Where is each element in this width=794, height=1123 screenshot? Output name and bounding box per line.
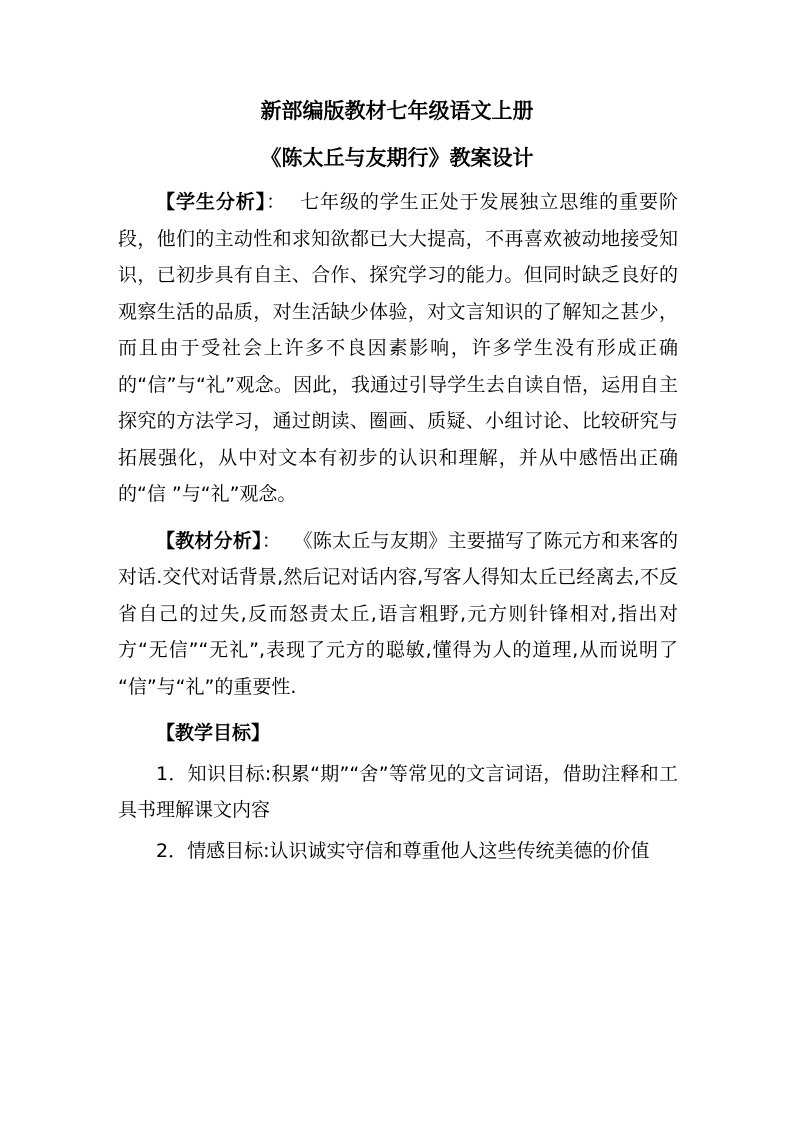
teaching-goal-item	[118, 756, 678, 829]
teaching-goal-item	[118, 833, 678, 870]
textbook-analysis-paragraph	[118, 523, 678, 706]
textbook-analysis-label: 【教材分析】	[156, 529, 262, 552]
textbook-analysis-text: 《陈太丘与友期》主要描写了陈元方和来客的对话.交代对话背景,然后记对话内容,写客人得知太丘已经离去,不反省自己的过失,反而怒责太丘,语言粗野,元方则针锋相对,指出对方“无信”“无礼”,表现了元方的聪敏,懂得为人的道理,从而说明了 “信”与“礼”的重要性.	[118, 529, 678, 698]
document-body	[118, 184, 678, 869]
teaching-goal-number: 1．	[156, 762, 188, 785]
student-analysis-text: 七年级的学生正处于发展独立思维的重要阶段，他们的主动性和求知欲都已大大提高，不再喜欢被动地接受知识，已初步具有自主、合作、探究学习的能力。但同时缺乏良好的观察生活的品质，对生活缺少体验，对文言知识的了解知之甚少，而且由于受社会上许多不良因素影响，许多学生没有形成正确的“信”与“礼”观念。因此，我通过引导学生去自读自悟，运用自主探究的方法学习，通过朗读、圈画、质疑、小组讨论、比较研究与拓展强化，从中对文本有初步的认识和理解，并从中感悟出正确的“信 ”与“礼”观念。	[118, 191, 678, 505]
teaching-goal-number: 2．	[156, 839, 188, 862]
student-analysis-separator: ：	[266, 191, 287, 213]
student-analysis-label: 【学生分析】	[156, 191, 267, 213]
teaching-goal-text: 知识目标:积累“期”“舍”等常见的文言词语，借助注释和工具书理解课文内容	[118, 762, 678, 821]
paragraph-spacer	[118, 705, 678, 715]
textbook-analysis-separator: ：	[261, 529, 282, 552]
teaching-goals-heading: 【教学目标】	[156, 722, 271, 744]
paragraph-spacer	[118, 513, 678, 523]
document-title: 新部编版教材七年级语文上册	[260, 99, 534, 123]
teaching-goal-text: 情感目标:认识诚实守信和尊重他人这些传统美德的价值	[187, 839, 650, 862]
student-analysis-paragraph	[118, 184, 678, 513]
document-subtitle: 《陈太丘与友期行》教案设计	[260, 146, 534, 170]
